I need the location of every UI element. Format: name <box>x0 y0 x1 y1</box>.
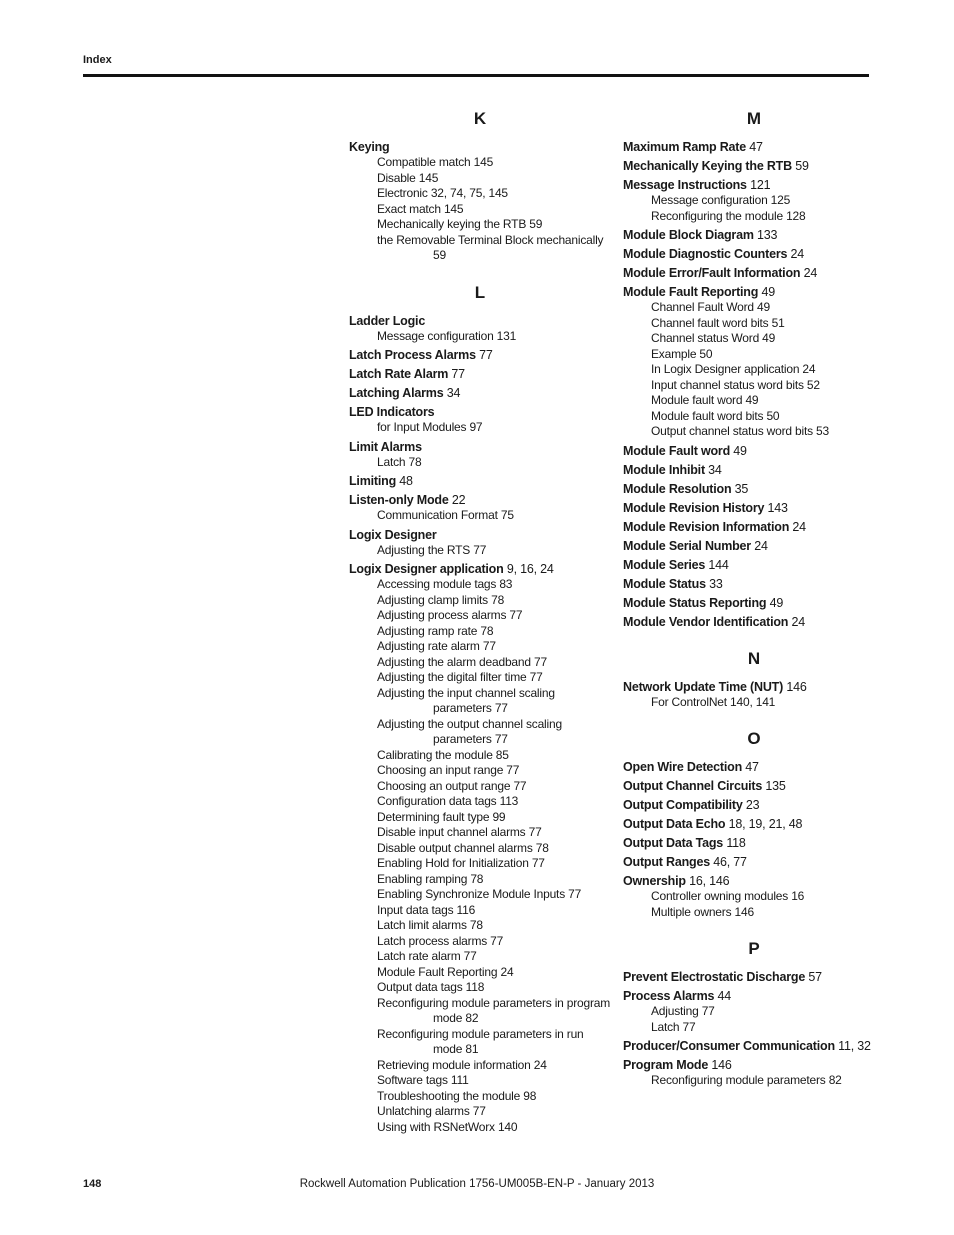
index-subentry-text: Channel fault word bits 51 <box>651 315 785 330</box>
page-number: 148 <box>83 1178 102 1190</box>
section-letter <box>349 106 611 136</box>
index-term: Program Mode <box>623 1058 709 1072</box>
index-term: Module Serial Number <box>623 538 751 553</box>
index-entry <box>623 158 885 174</box>
index-column-right <box>623 106 885 1105</box>
index-subentry <box>349 686 611 717</box>
index-term: Module Series <box>623 557 706 572</box>
index-subentry <box>349 1104 611 1120</box>
index-pages: 24 <box>800 266 818 280</box>
index-term: Module Status Reporting <box>623 595 767 610</box>
index-term: Message Instructions <box>623 178 747 192</box>
section-letter-text: O <box>747 729 761 748</box>
index-subentry <box>349 202 611 218</box>
index-subentry-text: Message configuration 131 <box>377 328 517 343</box>
index-entry <box>349 439 611 455</box>
header-rule <box>83 74 869 77</box>
index-subentry-text: Latch process alarms 77 <box>377 933 504 948</box>
index-entry <box>349 527 611 543</box>
index-subentry-text: Output data tags 118 <box>377 980 485 994</box>
index-pages: 146 <box>708 1058 732 1072</box>
index-subentry-text: Reconfiguring module parameters in program <box>377 995 611 1010</box>
index-term: Module Error/Fault Information <box>623 266 801 280</box>
index-subentry <box>623 393 885 409</box>
index-subentry <box>623 331 885 347</box>
index-entry <box>349 385 611 401</box>
section-letter-text: M <box>746 109 762 128</box>
index-subentry-text: Reconfiguring module parameters 82 <box>651 1073 842 1087</box>
index-subentry-text: Module fault word bits 50 <box>651 408 780 423</box>
index-subentry-text: Adjusting rate alarm 77 <box>377 639 496 653</box>
index-pages: 24 <box>788 614 806 629</box>
index-subentry-text: Multiple owners 146 <box>651 904 754 919</box>
index-subentry-text: Adjusting process alarms 77 <box>377 608 523 622</box>
index-subentry-text: Compatible match 145 <box>377 155 494 169</box>
section-letter <box>623 936 885 966</box>
index-subentry <box>349 934 611 950</box>
index-subentry <box>623 209 885 225</box>
index-subentry-text: Choosing an output range 77 <box>377 778 527 793</box>
index-subentry <box>623 1004 885 1020</box>
index-subentry-text: Controller owning modules 16 <box>651 889 805 903</box>
index-subentry-text: Reconfiguring module parameters in run <box>377 1026 584 1041</box>
index-term: Output Ranges <box>623 855 710 869</box>
index-pages: 34 <box>704 462 722 477</box>
index-subentry <box>349 717 611 748</box>
index-subentry <box>623 300 885 316</box>
section-letter-text: L <box>474 282 486 302</box>
index-entry <box>623 284 885 300</box>
index-subentry <box>349 949 611 965</box>
index-subentry <box>349 171 611 187</box>
index-section-n <box>623 646 885 711</box>
index-term: Prevent Electrostatic Discharge <box>623 970 806 984</box>
index-subentry-text: Latch 78 <box>377 454 422 469</box>
index-subentry-text: Adjusting the digital filter time 77 <box>377 670 543 684</box>
section-letter <box>623 646 885 676</box>
index-subentry-text: Communication Format 75 <box>377 508 514 522</box>
index-subentry <box>349 217 611 233</box>
index-subentry-text: Enabling Synchronize Module Inputs 77 <box>377 887 582 901</box>
index-entry <box>623 481 885 497</box>
index-subentry <box>349 841 611 857</box>
index-pages: 49 <box>730 443 747 458</box>
index-subentry <box>349 825 611 841</box>
index-term: Open Wire Detection <box>623 760 743 774</box>
index-term: Limiting <box>349 474 397 488</box>
index-term: Mechanically Keying the RTB <box>623 159 792 173</box>
index-subentry-text: Disable input channel alarms 77 <box>377 825 542 839</box>
index-term: Output Data Echo <box>623 817 726 831</box>
index-subentry-text: Unlatching alarms 77 <box>377 1104 486 1118</box>
index-subentry-text: Example 50 <box>651 346 713 361</box>
index-subentry-text: Software tags 111 <box>377 1073 469 1087</box>
index-pages: 57 <box>805 970 822 984</box>
index-pages: 49 <box>758 285 775 299</box>
index-subentry <box>623 1020 885 1036</box>
index-subentry-text: Channel Fault Word 49 <box>651 300 770 314</box>
index-subentry-text: For ControlNet 140, 141 <box>651 694 776 709</box>
index-entry <box>623 969 885 985</box>
index-term: Ladder Logic <box>349 313 426 328</box>
index-pages: 59 <box>791 159 809 173</box>
index-pages: 49 <box>766 595 784 610</box>
index-entry <box>349 473 611 489</box>
index-term: Output Compatibility <box>623 798 743 812</box>
index-term: LED Indicators <box>349 405 435 419</box>
index-pages: 46, 77 <box>709 855 747 869</box>
index-subentry <box>623 889 885 905</box>
index-subentry <box>349 872 611 888</box>
index-term: Logix Designer <box>349 527 437 542</box>
index-term: Limit Alarms <box>349 439 422 454</box>
index-subentry-text: Electronic 32, 74, 75, 145 <box>377 186 508 200</box>
index-subentry <box>349 543 611 559</box>
index-pages: 47 <box>742 760 759 774</box>
index-subentry-text: Adjusting ramp rate 78 <box>377 623 494 638</box>
index-term: Output Data Tags <box>623 836 724 850</box>
index-subentry <box>349 1089 611 1105</box>
index-subentry-text: Message configuration 125 <box>651 193 791 207</box>
index-subentry <box>623 424 885 440</box>
index-subentry-continuation: parameters 77 <box>433 732 508 746</box>
index-term: Logix Designer application <box>349 562 504 576</box>
index-subentry-text: Disable 145 <box>377 170 439 185</box>
index-pages: 24 <box>789 519 806 534</box>
index-pages: 77 <box>475 348 493 362</box>
index-entry <box>623 462 885 478</box>
section-letter-text: K <box>473 109 487 128</box>
index-entry <box>623 854 885 870</box>
index-pages: 146 <box>783 679 807 694</box>
index-subentry-text: Adjusting 77 <box>651 1004 715 1018</box>
index-column-left <box>349 106 611 1151</box>
index-section-l <box>349 280 611 1136</box>
index-subentry-text: Channel status Word 49 <box>651 331 776 345</box>
index-subentry <box>349 996 611 1027</box>
index-entry <box>623 778 885 794</box>
index-subentry-text: Configuration data tags 113 <box>377 794 519 808</box>
index-entry <box>623 576 885 592</box>
index-entry <box>623 443 885 459</box>
page-header-label: Index <box>83 54 112 66</box>
index-subentry <box>623 347 885 363</box>
index-subentry <box>349 810 611 826</box>
index-pages: 118 <box>723 836 746 850</box>
index-subentry <box>349 624 611 640</box>
index-subentry <box>349 1073 611 1089</box>
index-pages: 48 <box>396 474 413 488</box>
index-pages: 22 <box>448 493 466 507</box>
index-subentry-continuation: mode 82 <box>433 1011 479 1025</box>
index-entry <box>349 366 611 382</box>
index-subentry <box>349 455 611 471</box>
index-entry <box>623 595 885 611</box>
index-pages: 133 <box>753 228 778 242</box>
index-subentry <box>349 233 611 264</box>
index-subentry <box>349 1027 611 1058</box>
index-term: Ownership <box>623 874 686 888</box>
index-term: Process Alarms <box>623 989 715 1003</box>
index-term: Listen-only Mode <box>349 493 449 507</box>
index-term: Module Revision Information <box>623 519 790 534</box>
index-subentry <box>349 980 611 996</box>
index-entry <box>623 1038 885 1054</box>
index-entry <box>623 227 885 243</box>
index-subentry-text: Output channel status word bits 53 <box>651 424 829 438</box>
index-subentry-text: Determining fault type 99 <box>377 809 506 824</box>
index-section-o <box>623 726 885 920</box>
publication-info: Rockwell Automation Publication 1756-UM005B-EN-P - January 2013 <box>299 1178 655 1190</box>
index-subentry <box>623 409 885 425</box>
index-pages: 33 <box>705 576 723 591</box>
index-entry <box>623 177 885 193</box>
index-subentry <box>349 155 611 171</box>
index-subentry-text: Adjusting the output channel scaling <box>377 716 562 731</box>
index-term: Module Fault Reporting <box>623 285 759 299</box>
index-term: Producer/Consumer Communication <box>623 1039 835 1053</box>
index-subentry <box>349 903 611 919</box>
index-subentry-text: Adjusting the alarm deadband 77 <box>377 654 547 669</box>
section-letter-text: N <box>747 648 761 668</box>
index-entry <box>623 759 885 775</box>
index-term: Latch Process Alarms <box>349 348 476 362</box>
index-term: Module Inhibit <box>623 462 705 477</box>
index-entry <box>623 797 885 813</box>
index-subentry-continuation: 59 <box>433 248 446 262</box>
index-subentry <box>623 695 885 711</box>
index-subentry-continuation: parameters 77 <box>433 701 508 715</box>
index-subentry-text: for Input Modules 97 <box>377 420 483 434</box>
index-subentry <box>349 1058 611 1074</box>
index-subentry-continuation: mode 81 <box>433 1042 479 1056</box>
index-pages: 9, 16, 24 <box>503 562 554 576</box>
index-pages: 144 <box>705 557 729 572</box>
index-pages: 11, 32 <box>834 1039 871 1053</box>
index-entry <box>623 816 885 832</box>
index-term: Latch Rate Alarm <box>349 367 449 381</box>
index-subentry <box>349 639 611 655</box>
index-entry <box>623 538 885 554</box>
index-term: Module Resolution <box>623 481 732 496</box>
index-subentry <box>349 794 611 810</box>
index-pages: 35 <box>731 481 749 496</box>
index-pages: 18, 19, 21, 48 <box>725 817 803 831</box>
index-entry <box>623 614 885 630</box>
index-subentry-text: Retrieving module information 24 <box>377 1057 547 1072</box>
section-letter <box>623 726 885 756</box>
index-term: Keying <box>349 140 390 154</box>
index-subentry-text: Choosing an input range 77 <box>377 763 520 777</box>
index-subentry <box>623 1073 885 1089</box>
index-entry <box>623 988 885 1004</box>
index-subentry-text: Adjusting the RTS 77 <box>377 542 487 557</box>
index-subentry-text: Disable output channel alarms 78 <box>377 840 549 855</box>
index-subentry <box>623 362 885 378</box>
index-subentry-text: Enabling ramping 78 <box>377 871 484 886</box>
index-subentry-text: Accessing module tags 83 <box>377 577 513 591</box>
section-letter-text: P <box>748 939 760 958</box>
index-subentry <box>623 378 885 394</box>
index-subentry-text: Module fault word 49 <box>651 393 759 407</box>
index-subentry <box>349 508 611 524</box>
index-subentry-text: Latch 77 <box>651 1019 696 1034</box>
index-subentry <box>623 316 885 332</box>
index-subentry <box>349 186 611 202</box>
section-letter <box>623 106 885 136</box>
index-subentry-text: Input data tags 116 <box>377 902 476 917</box>
index-subentry <box>349 608 611 624</box>
index-subentry <box>623 193 885 209</box>
index-entry <box>623 500 885 516</box>
index-subentry-text: Enabling Hold for Initialization 77 <box>377 856 545 870</box>
index-entry <box>349 313 611 329</box>
index-subentry-text: Using with RSNetWorx 140 <box>377 1119 518 1134</box>
index-entry <box>623 679 885 695</box>
index-subentry <box>349 593 611 609</box>
index-term: Network Update Time (NUT) <box>623 679 784 694</box>
index-subentry <box>349 779 611 795</box>
index-pages: 23 <box>742 798 760 812</box>
index-subentry <box>349 329 611 345</box>
index-term: Module Status <box>623 576 706 591</box>
index-entry <box>349 347 611 363</box>
index-subentry <box>349 918 611 934</box>
index-subentry-text: Mechanically keying the RTB 59 <box>377 217 543 231</box>
index-term: Maximum Ramp Rate <box>623 140 747 154</box>
index-pages: 16, 146 <box>685 874 730 888</box>
index-term: Module Vendor Identification <box>623 614 789 629</box>
index-term: Module Fault word <box>623 443 731 458</box>
index-subentry <box>623 905 885 921</box>
index-subentry-text: Exact match 145 <box>377 201 464 216</box>
index-section-p <box>623 936 885 1089</box>
index-subentry-text: Module Fault Reporting 24 <box>377 964 514 979</box>
index-subentry-text: Troubleshooting the module 98 <box>377 1088 537 1103</box>
index-pages: 143 <box>764 500 788 515</box>
index-entry <box>623 139 885 155</box>
index-term: Output Channel Circuits <box>623 779 763 793</box>
index-entry <box>623 246 885 262</box>
section-letter <box>349 280 611 310</box>
index-subentry <box>349 670 611 686</box>
index-subentry <box>349 420 611 436</box>
index-subentry <box>349 887 611 903</box>
index-entry <box>623 873 885 889</box>
index-entry <box>623 519 885 535</box>
index-entry <box>349 139 611 155</box>
index-entry <box>623 1057 885 1073</box>
index-entry <box>349 561 611 577</box>
index-pages: 47 <box>746 140 763 154</box>
index-subentry-text: Adjusting clamp limits 78 <box>377 592 505 607</box>
index-section-k <box>349 106 611 264</box>
index-entry <box>349 404 611 420</box>
index-pages: 77 <box>448 367 465 381</box>
index-pages: 34 <box>443 386 461 400</box>
index-subentry-text: Latch rate alarm 77 <box>377 949 477 963</box>
index-subentry-text: Latch limit alarms 78 <box>377 918 483 932</box>
index-entry <box>623 265 885 281</box>
index-pages: 135 <box>762 779 786 793</box>
index-subentry <box>349 763 611 779</box>
index-term: Module Block Diagram <box>623 228 754 242</box>
index-term: Module Revision History <box>623 500 765 515</box>
index-term: Latching Alarms <box>349 386 444 400</box>
index-subentry-text: the Removable Terminal Block mechanically <box>377 232 604 247</box>
index-term: Module Diagnostic Counters <box>623 247 788 261</box>
index-section-m <box>623 106 885 630</box>
index-subentry-text: Calibrating the module 85 <box>377 747 509 762</box>
index-subentry-text: Adjusting the input channel scaling <box>377 685 555 700</box>
index-entry <box>623 557 885 573</box>
index-subentry <box>349 748 611 764</box>
index-subentry <box>349 856 611 872</box>
index-entry <box>349 492 611 508</box>
index-subentry-text: In Logix Designer application 24 <box>651 362 816 376</box>
index-pages: 24 <box>787 247 805 261</box>
index-subentry <box>349 965 611 981</box>
index-subentry-text: Reconfiguring the module 128 <box>651 208 806 223</box>
index-pages: 44 <box>714 989 732 1003</box>
index-subentry <box>349 1120 611 1136</box>
index-subentry <box>349 655 611 671</box>
index-pages: 121 <box>746 178 771 192</box>
index-entry <box>623 835 885 851</box>
index-subentry-text: Input channel status word bits 52 <box>651 377 820 392</box>
index-subentry <box>349 577 611 593</box>
index-pages: 24 <box>750 538 768 553</box>
